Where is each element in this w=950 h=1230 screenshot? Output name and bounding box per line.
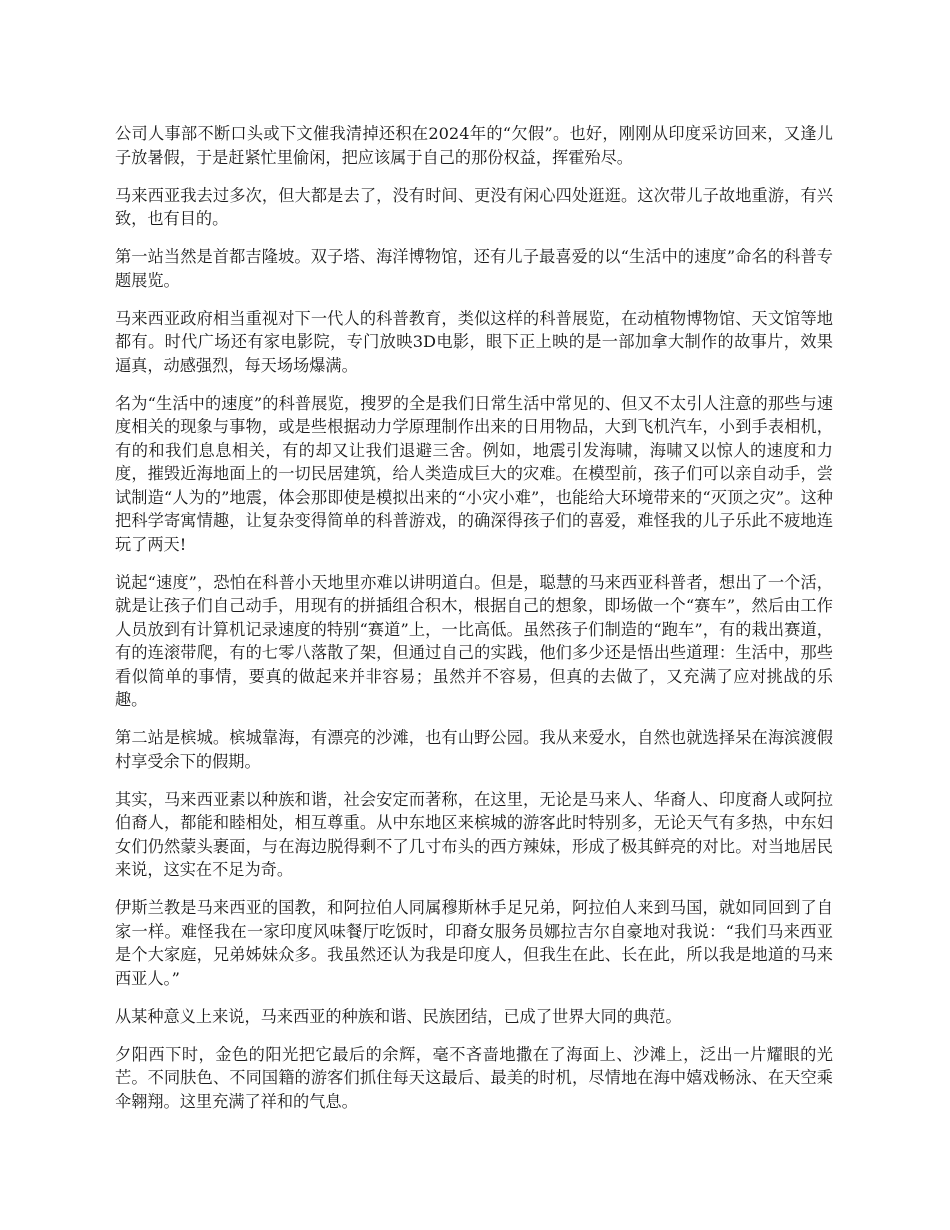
- paragraph: 马来西亚我去过多次，但大都是去了，没有时间、更没有闲心四处逛逛。这次带儿子故地重游，有兴致，也有目的。: [115, 185, 833, 228]
- paragraph: 名为“生活中的速度”的科普展览，搜罗的全是我们日常生活中常见的、但又不太引人注意的那些与速度相关的现象与事物，或是些根据动力学原理制作出来的日用物品，大到飞机汽车，小到手表相机，有的和我们息息相关，有的却又让我们退避三舍。例如，地震引发海啸，海啸又以惊人的速度和力度，摧毁近海地面上的一切民居建筑，给人类造成巨大的灾难。在模型前，孩子们可以亲自动手，尝试制造“人为的”地震，体会那即使是模拟出来的“小灾小难”，也能给大环境带来的“灭顶之灾”。这种把科学寄寓情趣，让复杂变得简单的科普游戏，的确深得孩子们的喜爱，难怪我的儿子乐此不疲地连玩了两天!: [115, 393, 833, 554]
- paragraph: 伊斯兰教是马来西亚的国教，和阿拉伯人同属穆斯林手足兄弟，阿拉伯人来到马国，就如同回到了自家一样。难怪我在一家印度风味餐厅吃饭时，印裔女服务员娜拉吉尔自豪地对我说：“我们马来西亚是个大家庭，兄弟姊妹众多。我虽然还认为我是印度人，但我生在此、长在此，所以我是地道的马来西亚人。”: [115, 898, 833, 988]
- paragraph: 马来西亚政府相当重视对下一代人的科普教育，类似这样的科普展览，在动植物博物馆、天文馆等地都有。时代广场还有家电影院，专门放映3D电影，眼下正上映的是一部加拿大制作的故事片，效果逼真，动感强烈，每天场场爆满。: [115, 308, 833, 375]
- paragraph: 从某种意义上来说，马来西亚的种族和谐、民族团结，已成了世界大同的典范。: [115, 1006, 682, 1026]
- paragraph: 其实，马来西亚素以种族和谐，社会安定而著称，在这里，无论是马来人、华裔人、印度裔人或阿拉伯裔人，都能和睦相处，相互尊重。从中东地区来槟城的游客此时特别多，无论天气有多热，中东妇女们仍然蒙头裹面，与在海边脱得剩不了几寸布头的西方辣妹，形成了极其鲜亮的对比。对当地居民来说，这实在不足为奇。: [115, 789, 833, 879]
- paragraph: 第一站当然是首都吉隆坡。双子塔、海洋博物馆，还有儿子最喜爱的以“生活中的速度”命名的科普专题展览。: [115, 247, 833, 290]
- article-body: [115, 122, 833, 1128]
- paragraph: 说起“速度”，恐怕在科普小天地里亦难以讲明道白。但是，聪慧的马来西亚科普者，想出了一个活，就是让孩子们自己动手，用现有的拼插组合积木，根据自己的想象，即场做一个“赛车”，然后由工作人员放到有计算机记录速度的特别“赛道”上，一比高低。虽然孩子们制造的“跑车”，有的栽出赛道，有的连滚带爬，有的七零八落散了架，但通过自己的实践，他们多少还是悟出些道理：生活中，那些看似简单的事情，要真的做起来并非容易；虽然并不容易，但真的去做了，又充满了应对挑战的乐趣。: [115, 572, 833, 709]
- paragraph: 公司人事部不断口头或下文催我清掉还积在2024年的“欠假”。也好，刚刚从印度采访回来，又逢儿子放暑假，于是赶紧忙里偷闲，把应该属于自己的那份权益，挥霍殆尽。: [115, 124, 833, 167]
- paragraph: 第二站是槟城。槟城靠海，有漂亮的沙滩，也有山野公园。我从来爱水，自然也就选择呆在海滨渡假村享受余下的假期。: [115, 728, 833, 771]
- paragraph: 夕阳西下时，金色的阳光把它最后的余辉，毫不吝啬地撒在了海面上、沙滩上，泛出一片耀眼的光芒。不同肤色、不同国籍的游客们抓住每天这最后、最美的时机，尽情地在海中嬉戏畅泳、在天空乘伞翱翔。这里充满了祥和的气息。: [115, 1044, 833, 1111]
